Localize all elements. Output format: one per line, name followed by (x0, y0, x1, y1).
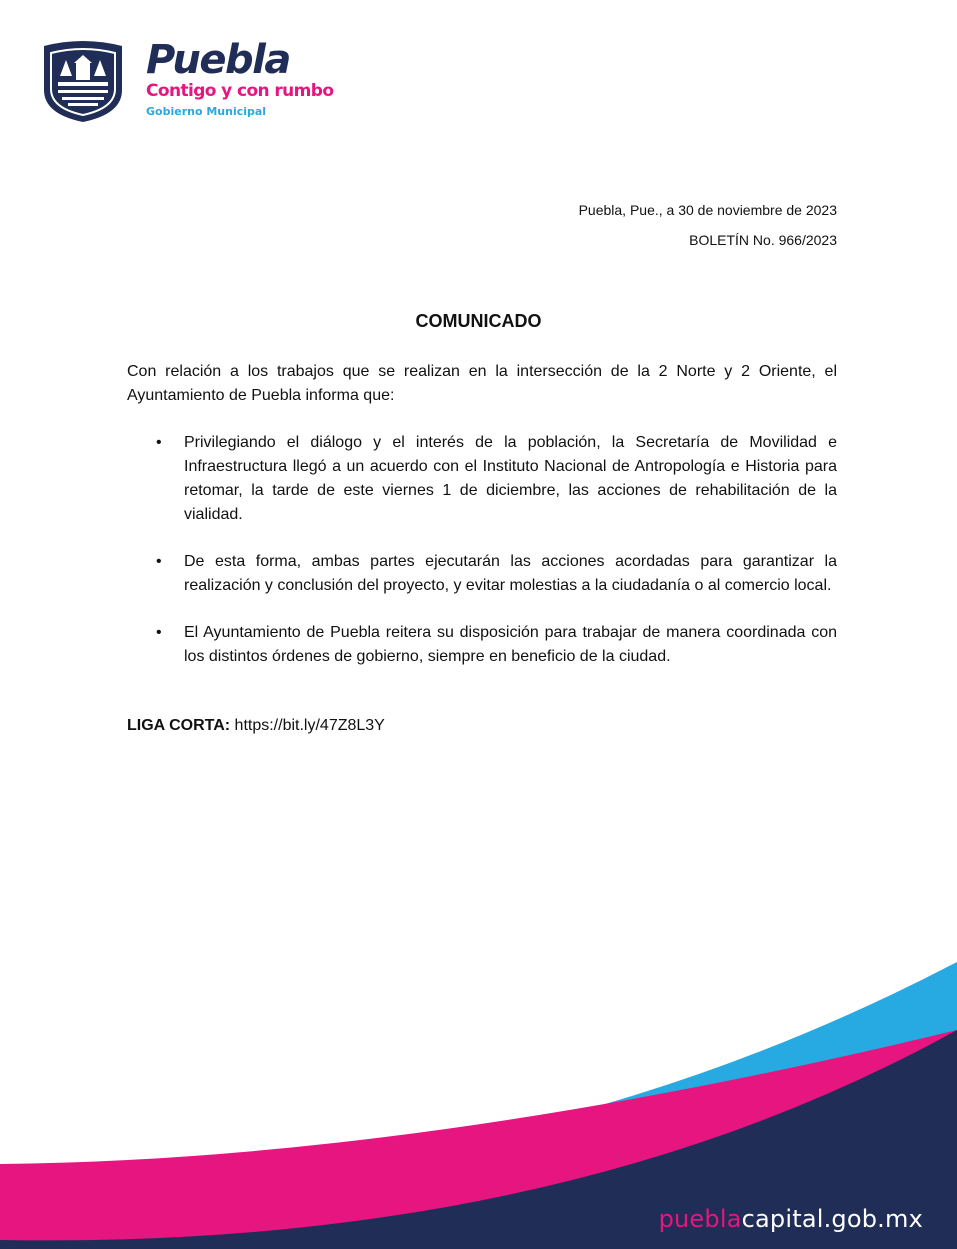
list-item-text: Privilegiando el diálogo y el interés de la población, la Secretaría de Movilidad e Infraestructura llegó a un acuerdo con el Instituto Nacional de Antropología e Historia para retomar, la tarde de este viernes 1 de diciembre, las acciones de rehabilitación de la vialidad. (184, 434, 837, 523)
city-shield-icon (38, 36, 128, 124)
list-item (127, 431, 837, 527)
footer-url-part2: capital.gob.mx (741, 1205, 923, 1233)
document-title: COMUNICADO (415, 311, 542, 331)
footer-url-part1: puebla (658, 1205, 742, 1233)
bullet-list (127, 431, 837, 692)
list-item-text: De esta forma, ambas partes ejecutarán las acciones acordadas para garantizar la realización y conclusión del proyecto, y evitar molestias a la ciudadanía o al comercio local. (184, 553, 837, 594)
list-item (127, 621, 837, 669)
short-link-label: LIGA CORTA: (127, 717, 231, 734)
puebla-logo (38, 36, 338, 132)
short-link-url[interactable]: https://bit.ly/47Z8L3Y (234, 717, 385, 734)
list-item-text: El Ayuntamiento de Puebla reitera su disposición para trabajar de manera coordinada con los distintos órdenes de gobierno, siempre en beneficio de la ciudad. (184, 624, 837, 665)
footer-website[interactable] (659, 1205, 923, 1233)
short-link (127, 714, 385, 738)
intro-paragraph: Con relación a los trabajos que se realizan en la intersección de la 2 Norte y 2 Oriente, el Ayuntamiento de Puebla informa que: (127, 363, 837, 404)
bulletin-number: BOLETÍN No. 966/2023 (689, 232, 837, 248)
bullet-icon: • (156, 434, 162, 451)
brand-name: Puebla (146, 37, 290, 83)
list-item (127, 550, 837, 598)
brand-slogan: Contigo y con rumbo (146, 81, 334, 101)
bullet-icon: • (156, 624, 162, 641)
bullet-icon: • (156, 553, 162, 570)
document-meta (579, 195, 837, 255)
government-label: Gobierno Municipal (146, 105, 267, 118)
place-date: Puebla, Pue., a 30 de noviembre de 2023 (578, 202, 837, 218)
